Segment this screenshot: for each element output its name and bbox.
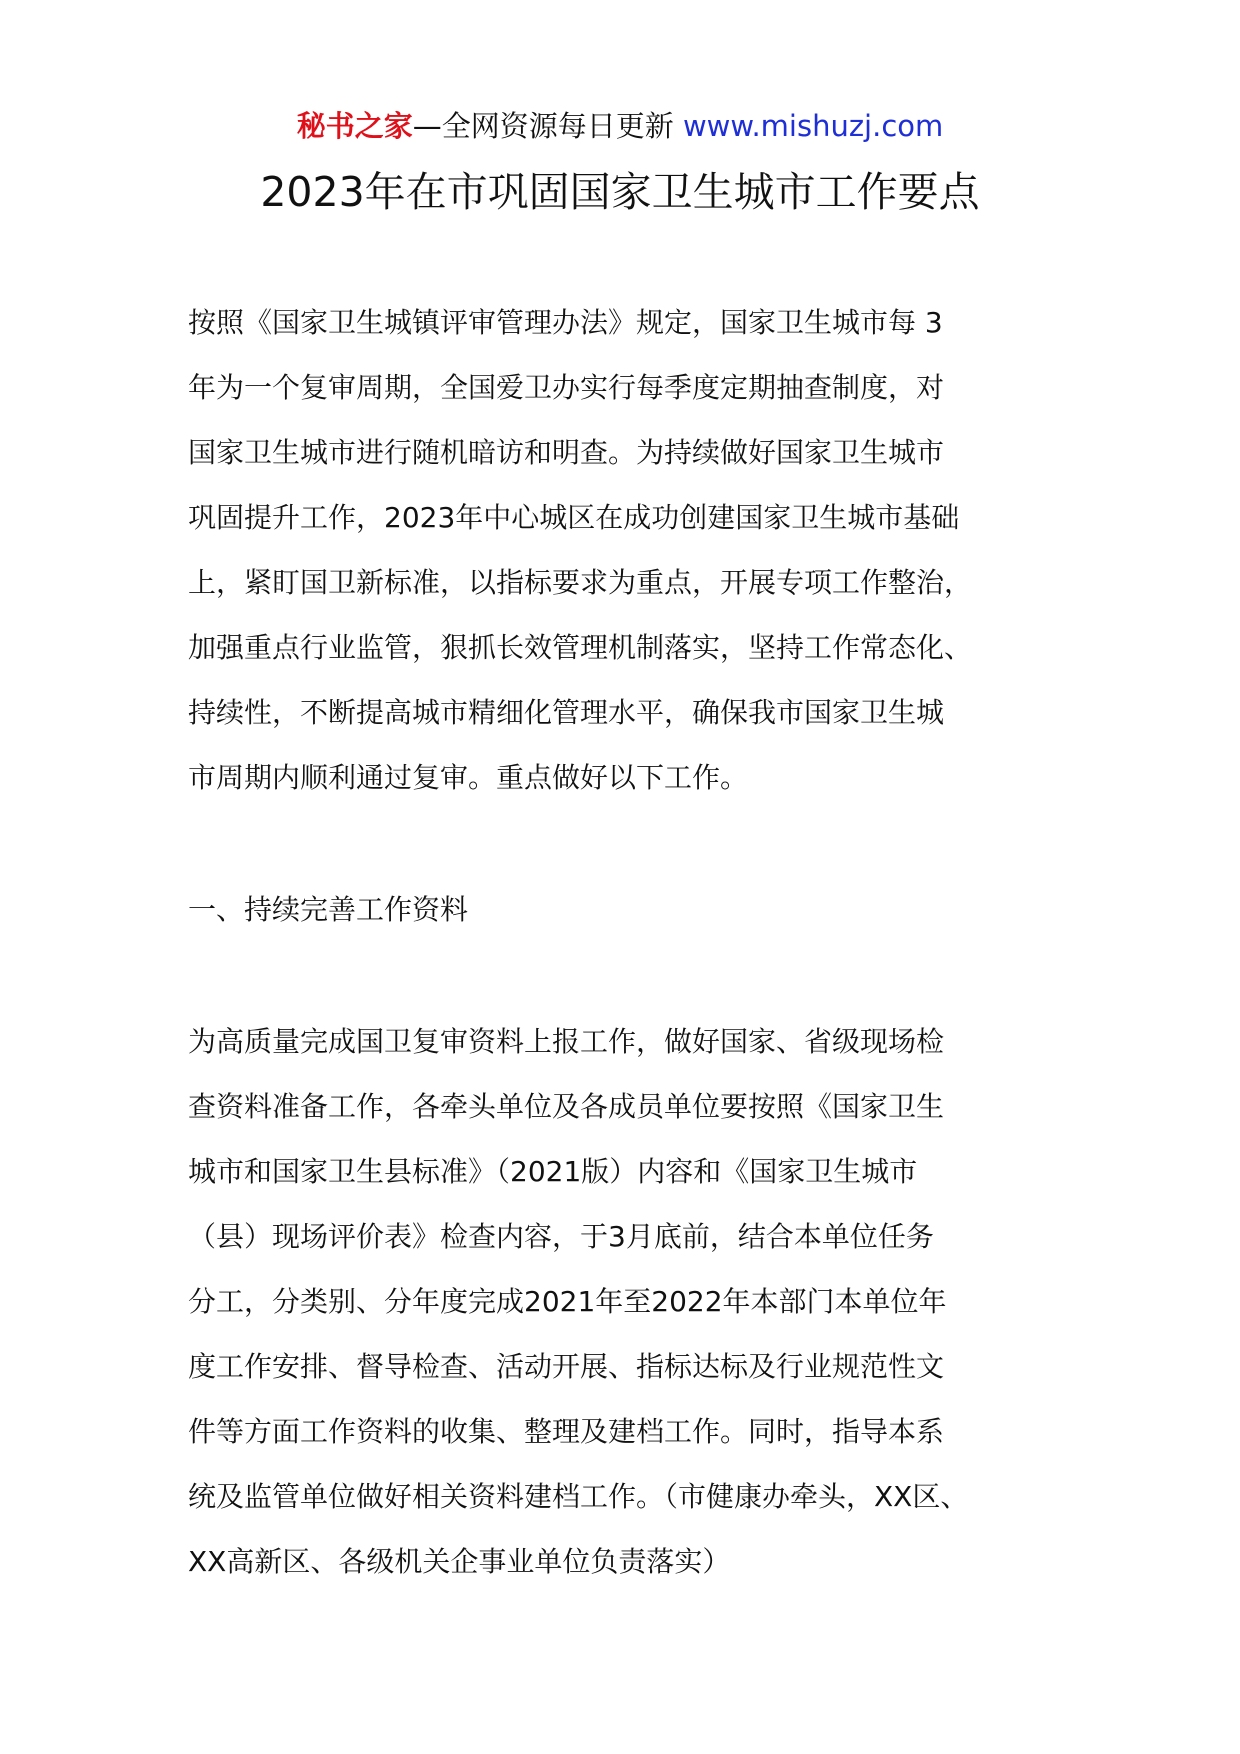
text-line: 统及监管单位做好相关资料建档工作。（市健康办牵头，XX区、: [188, 1480, 969, 1513]
document-title: 2023年在市巩固国家卫生城市工作要点: [260, 168, 980, 216]
text-line: XX高新区、各级机关企事业单位负责落实）: [188, 1545, 731, 1578]
text-line: 件等方面工作资料的收集、整理及建档工作。同时，指导本系: [188, 1415, 945, 1448]
text-line: 分工，分类别、分年度完成2021年至2022年本部门本单位年: [188, 1285, 947, 1318]
text-line: 城市和国家卫生县标准》（2021版）内容和《国家卫生城市: [188, 1155, 918, 1188]
site-banner: [0, 104, 1240, 148]
text-line: 查资料准备工作，各牵头单位及各成员单位要按照《国家卫生: [188, 1090, 945, 1123]
intro-paragraph: [188, 290, 1078, 810]
section-paragraph: [188, 1009, 1078, 1594]
text-line: （县）现场评价表》检查内容，于3月底前，结合本单位任务: [188, 1220, 934, 1253]
section-heading: [188, 877, 1078, 942]
text-line: 度工作安排、督导检查、活动开展、指标达标及行业规范性文: [188, 1350, 945, 1383]
text-line: 国家卫生城市进行随机暗访和明查。为持续做好国家卫生城市: [188, 436, 945, 469]
text-line: 年为一个复审周期，全国爱卫办实行每季度定期抽查制度，对: [188, 371, 945, 404]
text-line: 上，紧盯国卫新标准，以指标要求为重点，开展专项工作整治，: [188, 566, 973, 599]
banner-tagline: —全网资源每日更新: [412, 109, 683, 143]
text-line: 加强重点行业监管，狠抓长效管理机制落实，坚持工作常态化、: [188, 631, 973, 664]
text-line: 为高质量完成国卫复审资料上报工作，做好国家、省级现场检: [188, 1025, 945, 1058]
section-heading-text: 一、持续完善工作资料: [188, 893, 469, 926]
text-line: 持续性，不断提高城市精细化管理水平，确保我市国家卫生城: [188, 696, 945, 729]
brand-name: 秘书之家: [296, 109, 413, 143]
text-line: 市周期内顺利通过复审。重点做好以下工作。: [188, 761, 749, 794]
text-line: 按照《国家卫生城镇评审管理办法》规定，国家卫生城市每 3: [188, 306, 943, 339]
site-url-link[interactable]: www.mishuzj.com: [682, 109, 944, 143]
text-line: 巩固提升工作，2023年中心城区在成功创建国家卫生城市基础: [188, 501, 960, 534]
